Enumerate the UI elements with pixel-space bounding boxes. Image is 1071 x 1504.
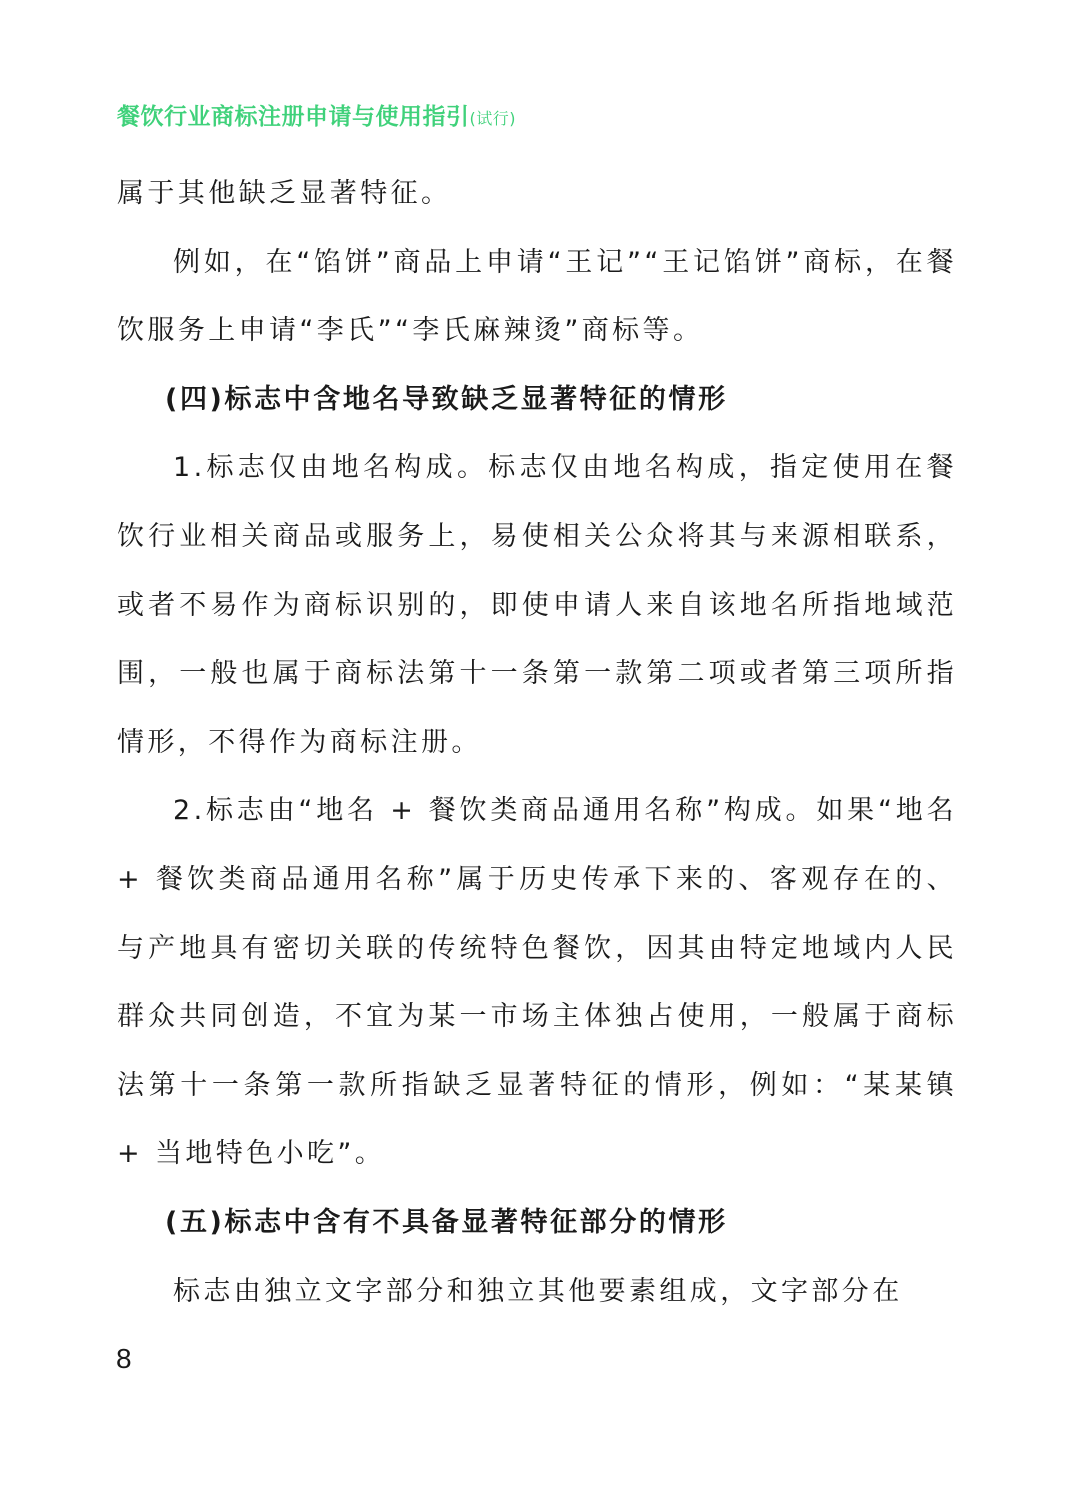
body-text xyxy=(117,160,957,1326)
paragraph: 标志由独立文字部分和独立其他要素组成，文字部分在 xyxy=(173,1275,903,1307)
paragraph: 例如，在“馅饼”商品上申请“王记”“王记馅饼”商标，在餐饮服务上申请“李氏”“李氏麻辣烫”商标等。 xyxy=(117,246,957,347)
header-subtitle: (试行) xyxy=(469,109,516,128)
paragraph: 2.标志由“地名 + 餐饮类商品通用名称”构成。如果“地名 + 餐饮类商品通用名称”属于历史传承下来的、客观存在的、与产地具有密切关联的传统特色餐饮，因其由特定地域内人民群众共同创造，不宜为某一市场主体独占使用，一般属于商标法第十一条第一款所指缺乏显著特征的情形，例如：“某某镇 + 当地特色小吃”。 xyxy=(117,795,957,1170)
paragraph: 属于其他缺乏显著特征。 xyxy=(117,178,452,209)
section-heading: (五)标志中含有不具备显著特征部分的情形 xyxy=(165,1206,728,1238)
header-title: 餐饮行业商标注册申请与使用指引 xyxy=(117,104,470,130)
section-heading: (四)标志中含地名导致缺乏显著特征的情形 xyxy=(165,383,728,415)
page-number: 8 xyxy=(116,1343,132,1374)
paragraph: 1.标志仅由地名构成。标志仅由地名构成，指定使用在餐饮行业相关商品或服务上，易使相关公众将其与来源相联系，或者不易作为商标识别的，即使申请人来自该地名所指地域范围，一般也属于商标法第十一条第一款第二项或者第三项所指情形，不得作为商标注册。 xyxy=(117,452,957,758)
running-header xyxy=(117,98,516,131)
